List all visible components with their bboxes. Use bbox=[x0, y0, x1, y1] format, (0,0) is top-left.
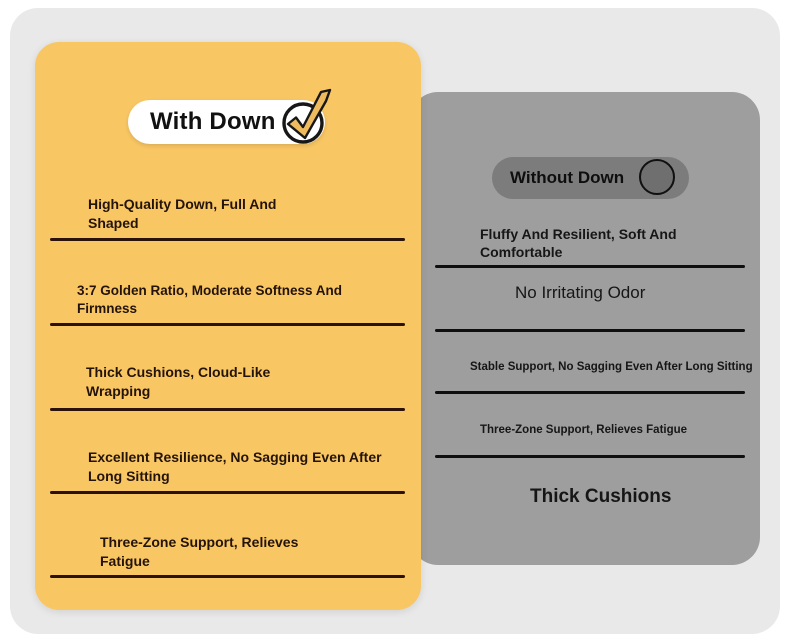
comparison-panel bbox=[10, 8, 780, 634]
feature-text-thick-cushions: Thick Cushions bbox=[530, 486, 672, 507]
divider-line bbox=[435, 455, 745, 458]
divider-line bbox=[435, 391, 745, 394]
feature-text-three-zone: Three-Zone Support, Relieves Fatigue bbox=[480, 424, 688, 436]
divider-line bbox=[50, 491, 405, 494]
empty-circle-icon bbox=[639, 159, 675, 195]
with-down-card bbox=[35, 42, 421, 610]
feature-text-stable-support: Stable Support, No Sagging Even After Long Sitting bbox=[470, 361, 753, 373]
feature-text-three-zone: Three-Zone Support, Relieves Fatigue bbox=[100, 534, 299, 569]
divider-line bbox=[435, 265, 745, 268]
divider-line bbox=[50, 238, 405, 241]
feature-text-cloud-wrapping: Thick Cushions, Cloud-Like Wrapping bbox=[86, 364, 271, 399]
feature-text-fluffy-resilient: Fluffy And Resilient, Soft And Comfortable bbox=[480, 226, 677, 261]
without-down-label: Without Down bbox=[510, 168, 625, 187]
divider-line bbox=[50, 408, 405, 411]
feature-text-excellent-resilience: Excellent Resilience, No Sagging Even After Long Sitting bbox=[88, 449, 382, 484]
divider-line bbox=[50, 323, 405, 326]
without-down-badge[interactable] bbox=[492, 157, 689, 199]
divider-line bbox=[435, 329, 745, 332]
with-down-badge[interactable] bbox=[128, 100, 325, 144]
check-circle-icon bbox=[277, 87, 333, 145]
with-down-label: With Down bbox=[150, 108, 276, 135]
divider-line bbox=[50, 575, 405, 578]
feature-text-golden-ratio: 3:7 Golden Ratio, Moderate Softness And Firmness bbox=[77, 283, 343, 317]
feature-text-high-quality-down: High-Quality Down, Full And Shaped bbox=[88, 196, 277, 231]
without-down-card bbox=[410, 92, 760, 565]
feature-text-no-odor: No Irritating Odor bbox=[515, 283, 646, 302]
